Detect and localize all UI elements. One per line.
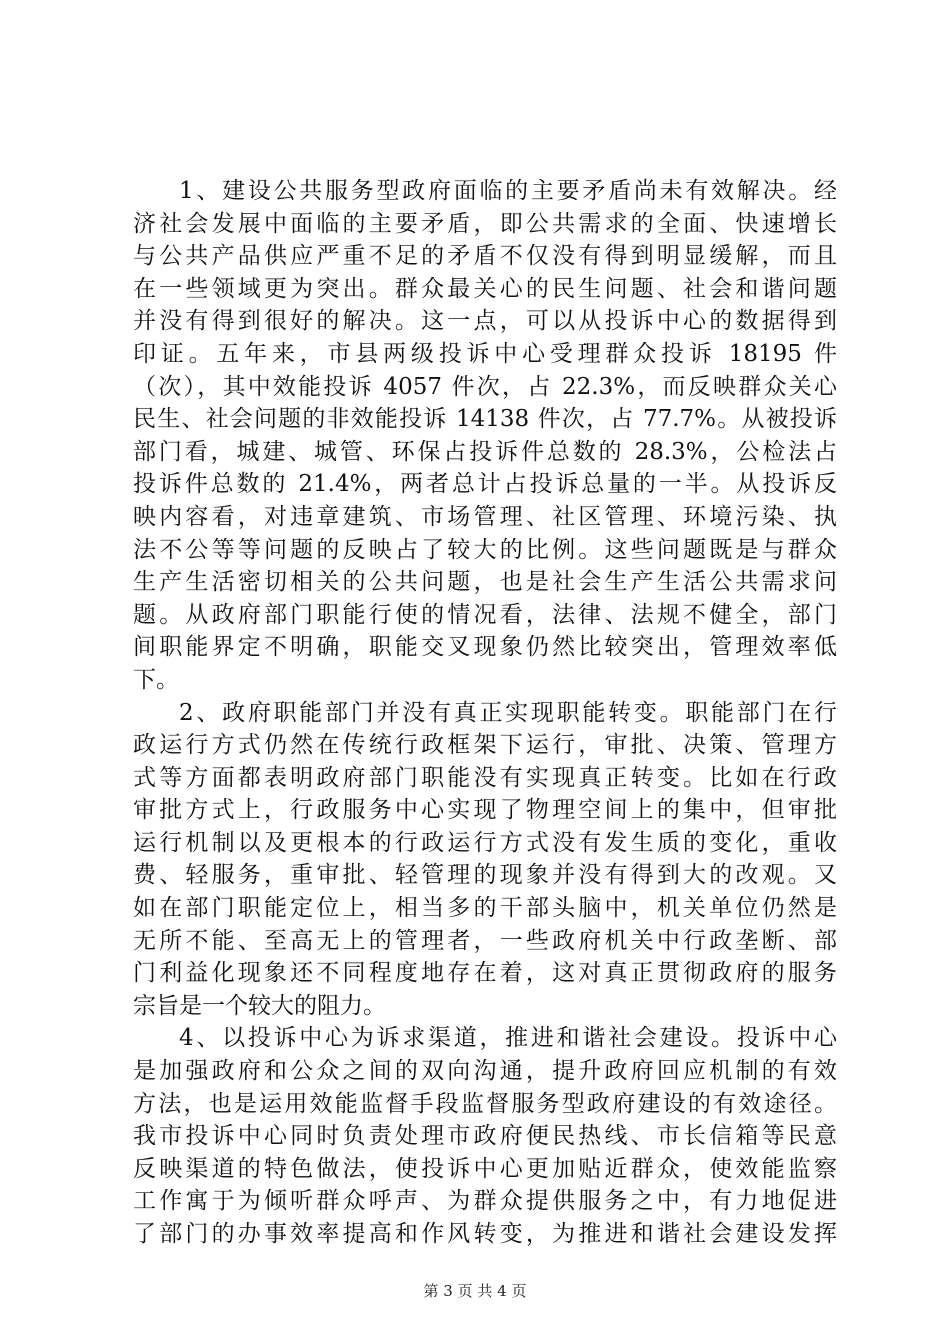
text-line: 方法，也是运用效能监督手段监督服务型政府建设的有效途径。 — [133, 1090, 837, 1117]
text-line: 下。 — [133, 666, 179, 693]
text-line: 式等方面都表明政府部门职能没有实现真正转变。比如在行政 — [133, 764, 837, 791]
text-line: 2、政府职能部门并没有真正实现职能转变。职能部门在行 — [179, 699, 837, 726]
page-footer — [0, 1281, 950, 1301]
text-line: 门利益化现象还不同程度地存在着，这对真正贯彻政府的服务 — [133, 960, 837, 987]
text-line: 如在部门职能定位上，相当多的干部头脑中，机关单位仍然是 — [133, 895, 837, 922]
text-line: 了部门的办事效率提高和作风转变，为推进和谐社会建设发挥 — [133, 1221, 837, 1247]
text-line: 并没有得到很好的解决。这一点，可以从投诉中心的数据得到 — [133, 308, 837, 335]
text-line: 审批方式上，行政服务中心实现了物理空间上的集中，但审批 — [133, 797, 837, 824]
paragraph-1 — [133, 175, 837, 697]
text-line: 工作寓于为倾听群众呼声、为群众提供服务之中，有力地促进 — [133, 1188, 837, 1215]
body-text — [133, 175, 837, 1251]
text-line: 题。从政府部门职能行使的情况看，法律、法规不健全，部门 — [133, 601, 837, 628]
text-line: 政运行方式仍然在传统行政框架下运行，审批、决策、管理方 — [133, 732, 837, 759]
text-line: 1、建设公共服务型政府面临的主要矛盾尚未有效解决。经 — [179, 178, 837, 204]
text-line: 法不公等等问题的反映占了较大的比例。这些问题既是与群众 — [133, 536, 837, 563]
text-line: 映内容看，对违章建筑、市场管理、社区管理、环境污染、执 — [133, 503, 837, 530]
text-line: 济社会发展中面临的主要矛盾，即公共需求的全面、快速增长 — [133, 210, 837, 237]
text-line: 印证。五年来，市县两级投诉中心受理群众投诉 18195 件 — [133, 340, 837, 367]
text-line: 与公共产品供应严重不足的矛盾不仅没有得到明显缓解，而且 — [133, 243, 837, 270]
text-line: 反映渠道的特色做法，使投诉中心更加贴近群众，使效能监察 — [133, 1155, 837, 1182]
text-line: （次），其中效能投诉 4057 件次，占 22.3%，而反映群众关心 — [133, 373, 837, 400]
paragraph-2 — [133, 697, 837, 1023]
text-line: 我市投诉中心同时负责处理市政府便民热线、市长信箱等民意 — [133, 1123, 837, 1150]
text-line: 间职能界定不明确，职能交叉现象仍然比较突出，管理效率低 — [133, 634, 837, 661]
text-line: 费、轻服务，重审批、轻管理的现象并没有得到大的改观。又 — [133, 862, 837, 889]
text-line: 部门看，城建、城管、环保占投诉件总数的 28.3%，公检法占 — [133, 438, 837, 465]
text-line: 4、以投诉中心为诉求渠道，推进和谐社会建设。投诉中心 — [179, 1025, 837, 1052]
text-line: 投诉件总数的 21.4%，两者总计占投诉总量的一半。从投诉反 — [133, 471, 837, 498]
text-line: 无所不能、至高无上的管理者，一些政府机关中行政垄断、部 — [133, 927, 837, 954]
text-line: 民生、社会问题的非效能投诉 14138 件次，占 77.7%。从被投诉 — [133, 406, 837, 433]
text-line: 在一些领域更为突出。群众最关心的民生问题、社会和谐问题 — [133, 275, 837, 302]
text-line: 是加强政府和公众之间的双向沟通，提升政府回应机制的有效 — [133, 1058, 837, 1085]
text-line: 运行机制以及更根本的行政运行方式没有发生质的变化，重收 — [133, 829, 837, 856]
paragraph-3 — [133, 1022, 837, 1250]
text-line: 生产生活密切相关的公共问题，也是社会生产生活公共需求问 — [133, 569, 837, 596]
text-line: 宗旨是一个较大的阻力。 — [133, 992, 386, 1019]
page-number: 第 3 页 共 4 页 — [423, 1282, 527, 1300]
